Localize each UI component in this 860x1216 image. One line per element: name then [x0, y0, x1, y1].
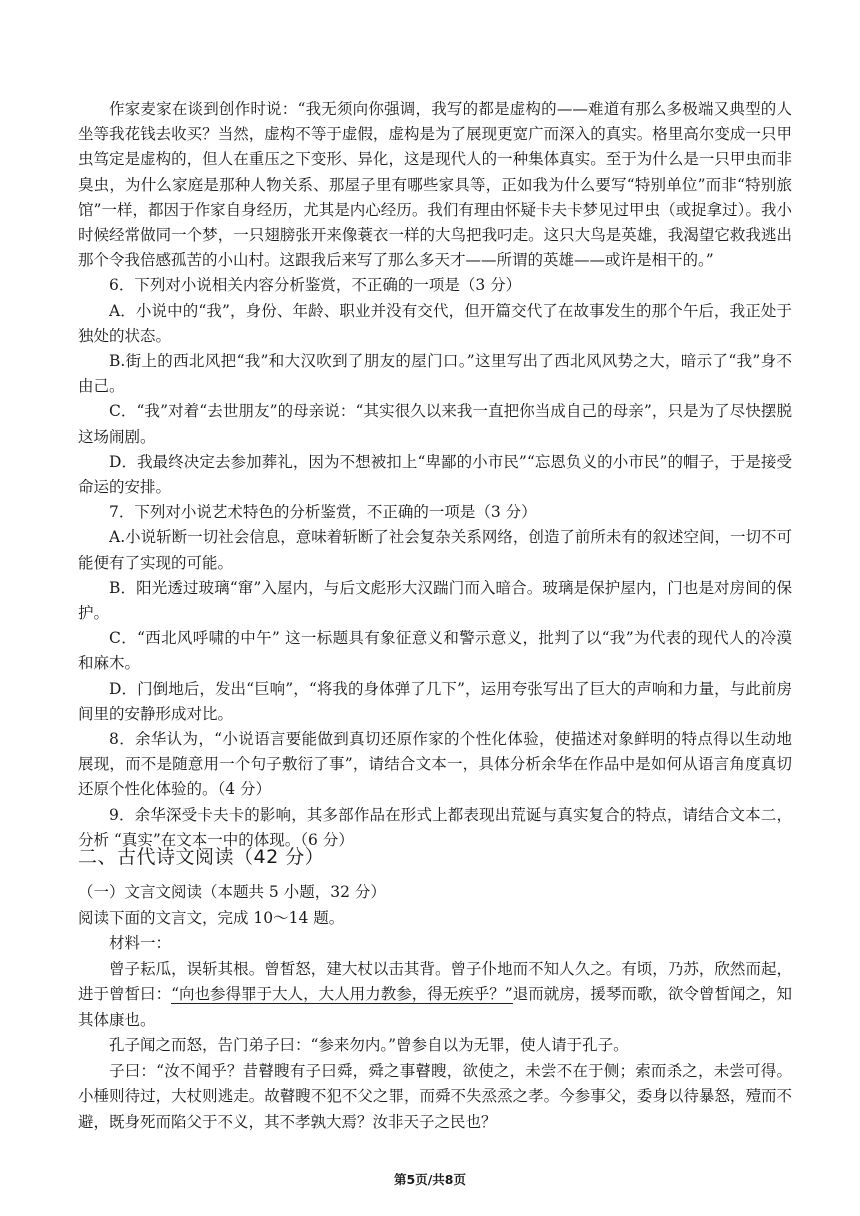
classical-paragraph-3: 子曰：“汝不闻乎？昔瞽瞍有子曰舜，舜之事瞽瞍，欲使之，未尝不在于侧；索而杀之，未尝可得。小棰则待过，大杖则逃走。故瞽瞍不犯不父之罪，而舜不失烝烝之孝。今参事父，委身以待暴怒，殪而不避，既身死而陷父于不义，其不孝孰大焉？汝非天子之民也？: [78, 1061, 792, 1131]
classical-reading-block: [78, 880, 792, 1135]
question-6-stem: 6．下列对小说相关内容分析鉴赏，不正确的一项是（3 分）: [109, 276, 522, 295]
question-7-option-d: D．门倒地后，发出“巨响”，“将我的身体弹了几下”，运用夸张写出了巨大的声响和力量，与此前房间里的安静形成对比。: [78, 679, 792, 723]
question-6-option-c: C．“我”对着“去世朋友”的母亲说：“其实很久以来我一直把你当成自己的母亲”，只是为了尽快摆脱这场闹剧。: [78, 402, 792, 446]
intro-paragraph: 作家麦家在谈到创作时说：“我无须向你强调，我写的都是虚构的——难道有那么多极端又典型的人坐等我花钱去收买？当然，虚构不等于虚假，虚构是为了展现更宽广而深入的真实。格里高尔变成一只甲虫笃定是虚构的，但人在重压之下变形、异化，这是现代人的一种集体真实。至于为什么是一只甲虫而非臭虫，为什么家庭是那种人物关系、那屋子里有哪些家具等，正如我为什么要写“特别单位”而非“特别旅馆”一样，都因于作家自身经历，尤其是内心经历。我们有理由怀疑卡夫卡梦见过甲虫（或捉拿过）。我小时候经常做同一个梦，一只翅膀张开来像蓑衣一样的大鸟把我叼走。这只大鸟是英雄，我渴望它救我逃出那个令我倍感孤苦的小山村。这跟我后来写了那么多天才——所谓的英雄——或许是相干的。”: [78, 100, 792, 270]
question-8: 8．余华认为，“小说语言要能做到真切还原作家的个性化体验，使描述对象鲜明的特点得以生动地展现，而不是随意用一个句子敷衍了事”，请结合文本一，具体分析余华在作品中是如何从语言角度真切还原个性化体验的。（4 分）: [78, 730, 792, 799]
question-7-option-b: B．阳光透过玻璃“窜”入屋内，与后文彪形大汉踹门而入暗合。玻璃是保护屋内，门也是对房间的保护。: [78, 578, 792, 623]
material-label: 材料一：: [109, 934, 172, 952]
question-7-stem: 7．下列对小说艺术特色的分析鉴赏，不正确的一项是（3 分）: [109, 503, 537, 522]
reading-questions-block: [78, 97, 792, 853]
question-6-option-b: B.街上的西北风把“我”和大汉吹到了朋友的屋门口。”这里写出了西北风风势之大，暗示了“我”身不由己。: [78, 352, 792, 396]
question-6-option-a: A．小说中的“我”，身份、年龄、职业并没有交代，但开篇交代了在故事发生的那个午后，我正处于独处的状态。: [78, 301, 792, 345]
classical-p1-after: 退而就房，援琴而歌，欲令曾皙闻之，知其体康也。: [78, 985, 792, 1029]
subsection-heading: （一）文言文阅读（本题共 5 小题，32 分）: [78, 883, 386, 901]
underlined-sentence: “向也参得罪于大人，大人用力教参，得无疾乎？”: [171, 985, 513, 1003]
instruction-line: 阅读下面的文言文，完成 10～14 题。: [78, 908, 345, 927]
question-7-option-a: A.小说斩断一切社会信息，意味着斩断了社会复杂关系网络，创造了前所未有的叙述空间，一切不可能便有了实现的可能。: [78, 528, 792, 572]
question-7-option-c: C．“西北风呼啸的中午” 这一标题具有象征意义和警示意义，批判了以“我”为代表的现代人的冷漠和麻木。: [78, 629, 792, 673]
classical-paragraph-2: 孔子闻之而怒，告门弟子曰：“参来勿内。”曾参自以为无罪，使人请于孔子。: [109, 1036, 629, 1054]
section-title: 二、古代诗文阅读（42 分）: [78, 846, 325, 868]
question-6-option-d: D．我最终决定去参加葬礼，因为不想被扣上“卑鄙的小市民”“忘恩负义的小市民”的帽子，于是接受命运的安排。: [78, 452, 792, 497]
page-number: 第5页/共8页: [394, 1172, 466, 1187]
classical-paragraph-1: [78, 957, 792, 1034]
classical-p1-before: 曾子耘瓜，误斩其根。曾皙怒，建大杖以击其背。曾子仆地而不知人久之。有顷，乃苏，欣然而起，进于曾皙曰：: [78, 959, 792, 1003]
question-9: 9．余华深受卡夫卡的影响，其多部作品在形式上都表现出荒诞与真实复合的特点，请结合文本二，分析 “真实”在文本一中的体现。（6 分）: [78, 805, 792, 849]
